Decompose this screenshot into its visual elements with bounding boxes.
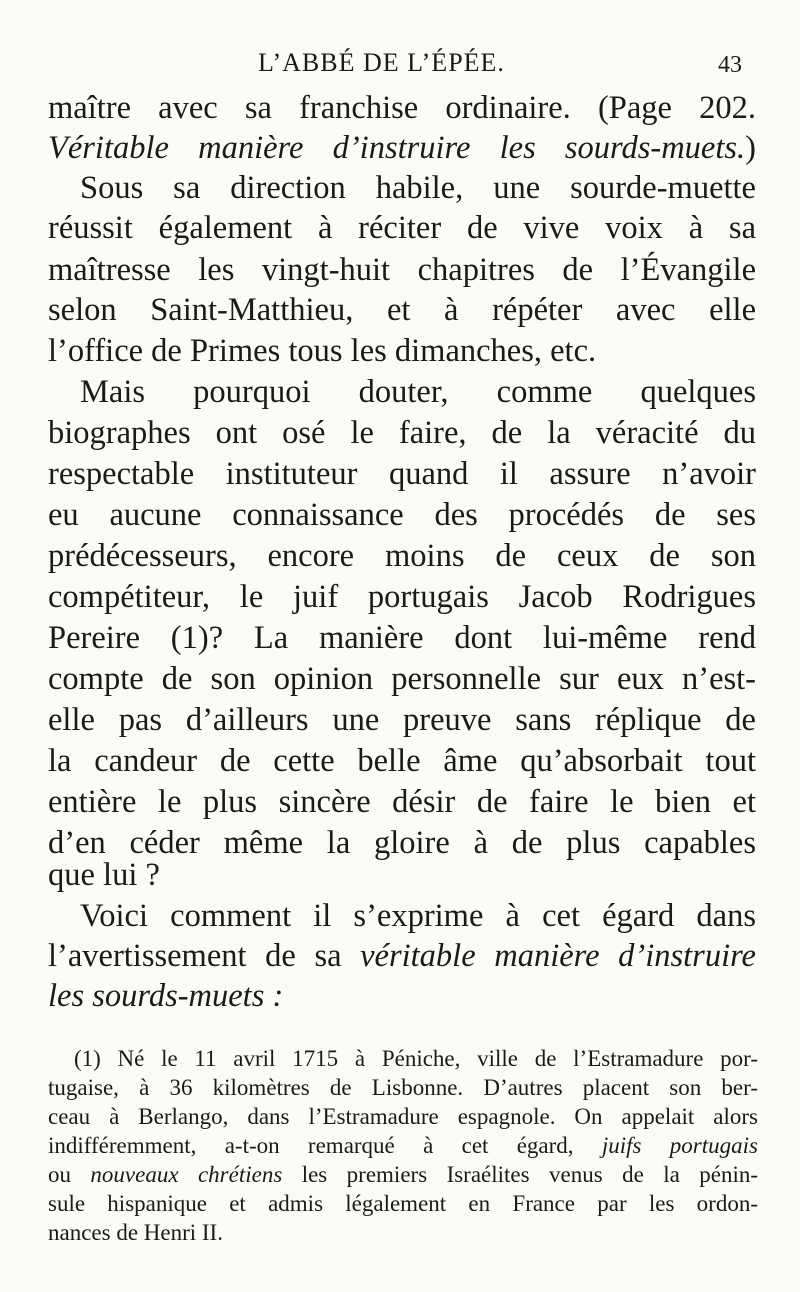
footnote-line: ceau à Berlango, dans l’Estramadure espagnole. On appelait alors — [48, 1104, 758, 1129]
text-line: entière le plus sincère désir de faire le bien et — [48, 784, 756, 820]
text-line: biographes ont osé le faire, de la véracité du — [48, 415, 756, 451]
text-line: d’en céder même la gloire à de plus capables — [48, 825, 756, 861]
italic-term: nouveaux chrétiens — [90, 1162, 283, 1187]
page-number: 43 — [718, 52, 742, 78]
running-head — [0, 48, 800, 80]
text-line: prédécesseurs, encore moins de ceux de son — [48, 538, 756, 574]
text-line: maître avec sa franchise ordinaire. (Page 202. — [48, 90, 756, 126]
text-line: Véritable manière d’instruire les sourds-muets.) — [48, 130, 756, 166]
footnote-line: nances de Henri II. — [48, 1220, 223, 1245]
text-line: réussit également à réciter de vive voix à sa — [48, 210, 756, 246]
text-line: l’office de Primes tous les dimanches, etc. — [48, 333, 597, 369]
text-line: Sous sa direction habile, une sourde-muette — [80, 170, 756, 206]
italic-title: véritable manière d’instruire — [360, 938, 756, 974]
text-line: compte de son opinion personnelle sur eux n’est- — [48, 661, 756, 697]
text-line: Voici comment il s’exprime à cet égard dans — [80, 898, 756, 934]
text-line: compétiteur, le juif portugais Jacob Rodrigues — [48, 579, 756, 615]
italic-term: juifs portugais — [601, 1133, 758, 1158]
footnote-line: sule hispanique et admis légalement en France par les ordon- — [48, 1191, 758, 1216]
text-line: Mais pourquoi douter, comme quelques — [80, 374, 756, 410]
text-line: la candeur de cette belle âme qu’absorbait tout — [48, 743, 756, 779]
text-line: elle pas d’ailleurs une preuve sans réplique de — [48, 702, 756, 738]
text-line: eu aucune connaissance des procédés de ses — [48, 497, 756, 533]
text-line — [48, 976, 756, 1016]
running-title: L’ABBÉ DE L’ÉPÉE. — [258, 48, 505, 77]
text-line: que lui ? — [48, 857, 160, 893]
text-line: maîtresse les vingt-huit chapitres de l’Évangile — [48, 252, 756, 288]
text-line: l’avertissement de sa véritable manière d’instruire — [48, 938, 756, 974]
footnote-line: (1) Né le 11 avril 1715 à Péniche, ville de l’Estramadure por- — [74, 1046, 758, 1071]
italic-title: Véritable manière d’instruire les sourds-muets. — [48, 130, 746, 166]
footnote-line: ou nouveaux chrétiens les premiers Israélites venus de la pénin- — [48, 1162, 758, 1187]
footnote-line: indifféremment, a-t-on remarqué à cet égard, juifs portugais — [48, 1133, 758, 1158]
footnote-line: tugaise, à 36 kilomètres de Lisbonne. D’autres placent son ber- — [48, 1075, 758, 1100]
text-line: Pereire (1)? La manière dont lui-même rend — [48, 620, 756, 656]
text-line: selon Saint-Matthieu, et à répéter avec elle — [48, 292, 756, 328]
italic-title: les sourds-muets : — [48, 978, 284, 1014]
text-line: respectable instituteur quand il assure n’avoir — [48, 456, 756, 492]
